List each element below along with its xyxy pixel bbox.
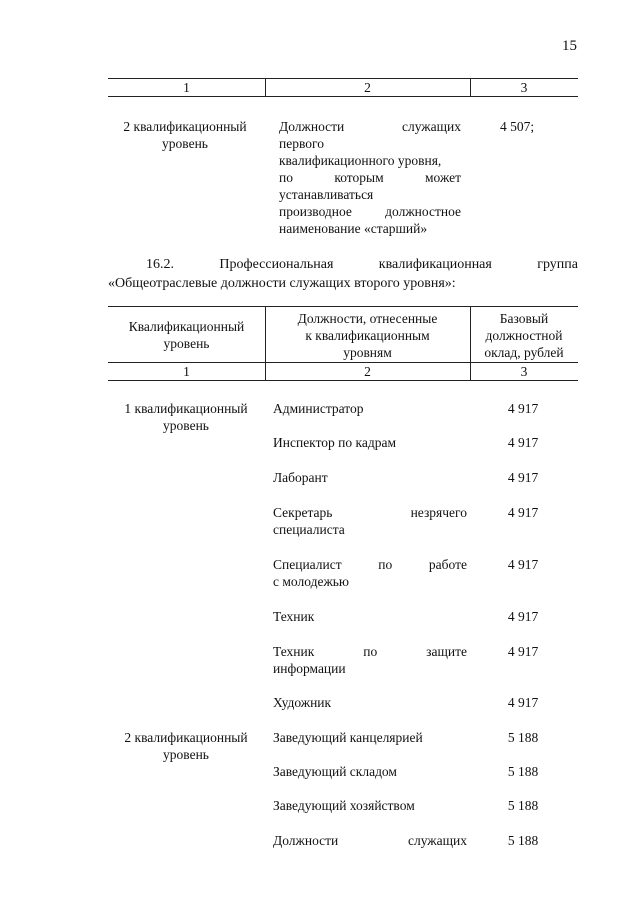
position-line: с молодежью bbox=[273, 574, 350, 589]
table-col-number: 1 bbox=[183, 364, 190, 379]
level-line: уровень bbox=[163, 747, 209, 762]
table-border-top bbox=[108, 306, 578, 307]
section-heading-line: «Общеотраслевые должности служащих второго уровня»: bbox=[108, 276, 456, 291]
salary-value: 5 188 bbox=[507, 730, 539, 745]
salary-value: 4 917 bbox=[507, 609, 539, 624]
position-name: Заведующий канцелярией bbox=[273, 730, 423, 745]
top-table-salary: 4 507; bbox=[500, 119, 535, 134]
position-line: наименование «старший» bbox=[279, 221, 428, 236]
salary-value: 5 188 bbox=[507, 798, 539, 813]
position-line: производное должностное bbox=[279, 204, 461, 219]
salary-value: 4 917 bbox=[507, 557, 539, 572]
position-name bbox=[273, 504, 467, 538]
header-positions bbox=[265, 310, 470, 361]
position-line: специалиста bbox=[273, 522, 345, 537]
qualification-level bbox=[106, 400, 266, 434]
position-name: Лаборант bbox=[273, 470, 328, 485]
header-base-salary bbox=[470, 310, 578, 361]
salary-value: 5 188 bbox=[507, 764, 539, 779]
level-line: уровень bbox=[163, 418, 209, 433]
level-line: 2 квалификационный bbox=[124, 730, 248, 745]
table-col-number: 2 bbox=[364, 364, 371, 379]
position-line: Специалист по работе bbox=[273, 557, 467, 572]
position-line: Секретарь незрячего bbox=[273, 505, 467, 520]
position-line: квалификационного уровня, bbox=[279, 153, 442, 168]
header-line: к квалификационным bbox=[305, 328, 430, 343]
qualification-level bbox=[106, 729, 266, 763]
section-heading-line: 16.2. Профессиональная квалификационная группа bbox=[146, 257, 578, 272]
position-line: первого bbox=[279, 136, 324, 151]
position-line: по которым может bbox=[279, 170, 461, 185]
salary-value: 4 917 bbox=[507, 470, 539, 485]
position-name: Администратор bbox=[273, 401, 364, 416]
position-line: устанавливаться bbox=[279, 187, 374, 202]
header-line: уровням bbox=[343, 345, 392, 360]
top-table-position bbox=[279, 118, 461, 237]
salary-value: 4 917 bbox=[507, 695, 539, 710]
salary-value: 4 917 bbox=[507, 505, 539, 520]
salary-value: 5 188 bbox=[507, 833, 539, 848]
position-name bbox=[273, 556, 467, 590]
salary-value: 4 917 bbox=[507, 644, 539, 659]
position-name: Техник bbox=[273, 609, 315, 624]
position-name: Заведующий хозяйством bbox=[273, 798, 415, 813]
position-line: Техник по защите bbox=[273, 644, 467, 659]
position-name bbox=[273, 643, 467, 677]
header-line: Базовый bbox=[499, 311, 549, 326]
position-name: Художник bbox=[273, 695, 332, 710]
header-line: должностной bbox=[485, 328, 563, 343]
table-col-number: 3 bbox=[520, 364, 528, 379]
top-table-col-number: 2 bbox=[364, 80, 371, 95]
top-table-level: 2 квалификационный уровень bbox=[123, 119, 247, 151]
page-number: 15 bbox=[562, 38, 577, 54]
salary-value: 4 917 bbox=[507, 401, 539, 416]
top-table-border-bottom bbox=[108, 96, 578, 97]
header-line: оклад, рублей bbox=[484, 345, 564, 360]
table-border-bottom bbox=[108, 380, 578, 381]
header-line: уровень bbox=[163, 336, 210, 351]
position-name: Должности служащих bbox=[273, 833, 467, 848]
position-name: Заведующий складом bbox=[273, 764, 397, 779]
top-table-col-number: 3 bbox=[520, 80, 528, 95]
position-line: Должности служащих bbox=[279, 119, 461, 134]
header-line: Квалификационный bbox=[128, 319, 245, 334]
top-table-col-number: 1 bbox=[183, 80, 190, 95]
header-qualification-level bbox=[108, 318, 265, 352]
level-line: 1 квалификационный bbox=[124, 401, 248, 416]
position-line: информации bbox=[273, 661, 346, 676]
salary-value: 4 917 bbox=[507, 435, 539, 450]
position-name: Инспектор по кадрам bbox=[273, 435, 397, 450]
header-line: Должности, отнесенные bbox=[297, 311, 438, 326]
